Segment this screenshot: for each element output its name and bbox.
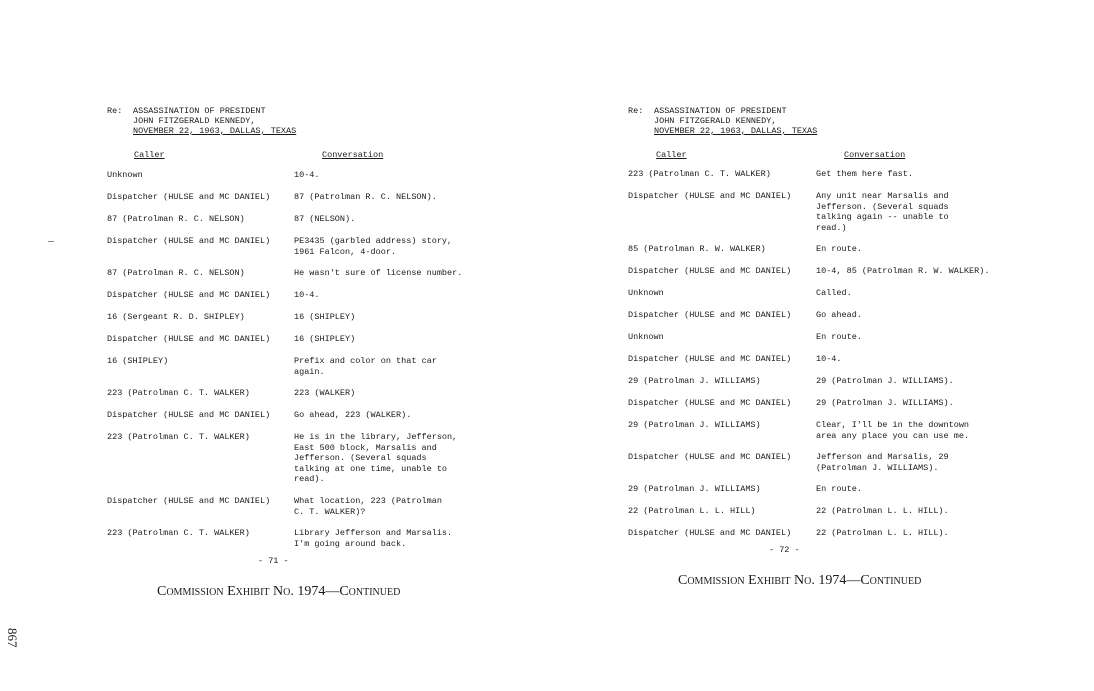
caller-column-header: Caller [656,150,687,160]
conversation-cell: Called. [816,288,852,298]
caller-column-header: Caller [134,150,165,160]
transcript-row [628,310,1028,321]
conversation-cell: He is in the library, Jefferson, East 500 block, Marsalis and Jefferson. (Several squads talking at one time, unable to read). [294,432,458,484]
caller-cell: 223 (Patrolman C. T. WALKER) [107,388,250,398]
transcript-rows [628,169,1028,550]
exhibit-caption: Commission Exhibit No. 1974—Continued [678,573,922,588]
transcript-row [628,244,1028,255]
conversation-column-header: Conversation [322,150,384,160]
margin-page-number: 867 [5,628,20,648]
caller-cell: Unknown [628,332,664,342]
transcript-row [107,312,507,323]
transcript-row [628,376,1028,387]
transcript-row [628,398,1028,409]
conversation-cell: Jefferson and Marsalis, 29 (Patrolman J. WILLIAMS). [816,452,949,473]
caller-cell: 22 (Patrolman L. L. HILL) [628,506,756,516]
conversation-cell: En route. [816,484,862,494]
re-line: ASSASSINATION OF PRESIDENT [133,106,266,116]
re-line: ASSASSINATION OF PRESIDENT [654,106,787,116]
conversation-cell: Prefix and color on that car again. [294,356,437,377]
transcript-row [107,356,507,377]
caller-cell: 223 (Patrolman C. T. WALKER) [628,169,771,179]
caller-cell: Dispatcher (HULSE and MC DANIEL) [107,192,271,202]
caller-cell: Dispatcher (HULSE and MC DANIEL) [628,310,792,320]
re-line: NOVEMBER 22, 1963, DALLAS, TEXAS [133,126,297,136]
re-line: JOHN FITZGERALD KENNEDY, [133,116,256,126]
re-label: Re: [628,106,644,116]
re-line: NOVEMBER 22, 1963, DALLAS, TEXAS [654,126,818,136]
caller-cell: Dispatcher (HULSE and MC DANIEL) [107,334,271,344]
caller-cell: Dispatcher (HULSE and MC DANIEL) [628,191,792,201]
transcript-row [107,236,507,257]
conversation-cell: 10-4, 85 (Patrolman R. W. WALKER). [816,266,990,276]
re-line: JOHN FITZGERALD KENNEDY, [654,116,777,126]
conversation-cell: Clear, I'll be in the downtown area any place you can use me. [816,420,970,441]
caller-cell: Dispatcher (HULSE and MC DANIEL) [107,290,271,300]
transcript-row [628,420,1028,441]
conversation-cell: 223 (WALKER) [294,388,356,398]
caller-cell: 29 (Patrolman J. WILLIAMS) [628,376,761,386]
transcript-row [107,334,507,345]
conversation-cell: 29 (Patrolman J. WILLIAMS). [816,398,954,408]
conversation-cell: 16 (SHIPLEY) [294,312,356,322]
transcript-row [628,169,1028,180]
page-number: - 72 - [769,545,800,555]
transcript-row [107,496,507,517]
caller-cell: Dispatcher (HULSE and MC DANIEL) [107,496,271,506]
caller-cell: Dispatcher (HULSE and MC DANIEL) [107,410,271,420]
conversation-cell: 10-4. [816,354,842,364]
conversation-cell: Go ahead. [816,310,862,320]
caller-cell: 29 (Patrolman J. WILLIAMS) [628,484,761,494]
conversation-cell: Get them here fast. [816,169,913,179]
conversation-cell: He wasn't sure of license number. [294,268,463,278]
caller-cell: 85 (Patrolman R. W. WALKER) [628,244,766,254]
transcript-row [628,332,1028,343]
caller-cell: 29 (Patrolman J. WILLIAMS) [628,420,761,430]
conversation-cell: Any unit near Marsalis and Jefferson. (Several squads talking again -- unable to read.) [816,191,949,233]
transcript-row [628,354,1028,365]
caller-cell: 87 (Patrolman R. C. NELSON) [107,214,245,224]
margin-mark [48,241,54,242]
transcript-row [628,506,1028,517]
transcript-row [628,528,1028,539]
re-label: Re: [107,106,123,116]
caller-cell: Dispatcher (HULSE and MC DANIEL) [628,452,792,462]
caller-cell: Dispatcher (HULSE and MC DANIEL) [628,398,792,408]
caller-cell: 223 (Patrolman C. T. WALKER) [107,528,250,538]
transcript-row [628,452,1028,473]
conversation-cell: 22 (Patrolman L. L. HILL). [816,528,949,538]
caller-cell: 16 (Sergeant R. D. SHIPLEY) [107,312,245,322]
transcript-row [107,170,507,181]
transcript-row [628,484,1028,495]
transcript-row [107,388,507,399]
conversation-cell: 87 (Patrolman R. C. NELSON). [294,192,437,202]
caller-cell: Dispatcher (HULSE and MC DANIEL) [628,266,792,276]
conversation-cell: Go ahead, 223 (WALKER). [294,410,412,420]
conversation-cell: 10-4. [294,290,320,300]
conversation-cell: 16 (SHIPLEY) [294,334,356,344]
transcript-row [628,191,1028,233]
conversation-cell: PE3435 (garbled address) story, 1961 Falcon, 4-door. [294,236,453,257]
page-number: - 71 - [258,556,289,566]
transcript-row [107,528,507,549]
transcript-row [107,410,507,421]
transcript-row [107,214,507,225]
conversation-cell: 10-4. [294,170,320,180]
caller-cell: Unknown [107,170,143,180]
transcript-row [628,266,1028,277]
re-subject [133,106,296,136]
conversation-cell: 29 (Patrolman J. WILLIAMS). [816,376,954,386]
transcript-row [107,290,507,301]
conversation-cell: What location, 223 (Patrolman C. T. WALKER)? [294,496,442,517]
transcript-rows [107,170,507,560]
caller-cell: Dispatcher (HULSE and MC DANIEL) [628,528,792,538]
conversation-column-header: Conversation [844,150,906,160]
right-page [547,0,1094,691]
caller-cell: Unknown [628,288,664,298]
re-subject [654,106,817,136]
conversation-cell: En route. [816,244,862,254]
exhibit-caption: Commission Exhibit No. 1974—Continued [157,584,401,599]
conversation-cell: 22 (Patrolman L. L. HILL). [816,506,949,516]
caller-cell: Dispatcher (HULSE and MC DANIEL) [628,354,792,364]
conversation-cell: En route. [816,332,862,342]
caller-cell: 87 (Patrolman R. C. NELSON) [107,268,245,278]
caller-cell: 223 (Patrolman C. T. WALKER) [107,432,250,442]
conversation-cell: 87 (NELSON). [294,214,356,224]
transcript-row [107,268,507,279]
caller-cell: Dispatcher (HULSE and MC DANIEL) [107,236,271,246]
caller-cell: 16 (SHIPLEY) [107,356,169,366]
transcript-row [107,432,507,485]
transcript-row [107,192,507,203]
conversation-cell: Library Jefferson and Marsalis. I'm going around back. [294,528,453,549]
transcript-row [628,288,1028,299]
